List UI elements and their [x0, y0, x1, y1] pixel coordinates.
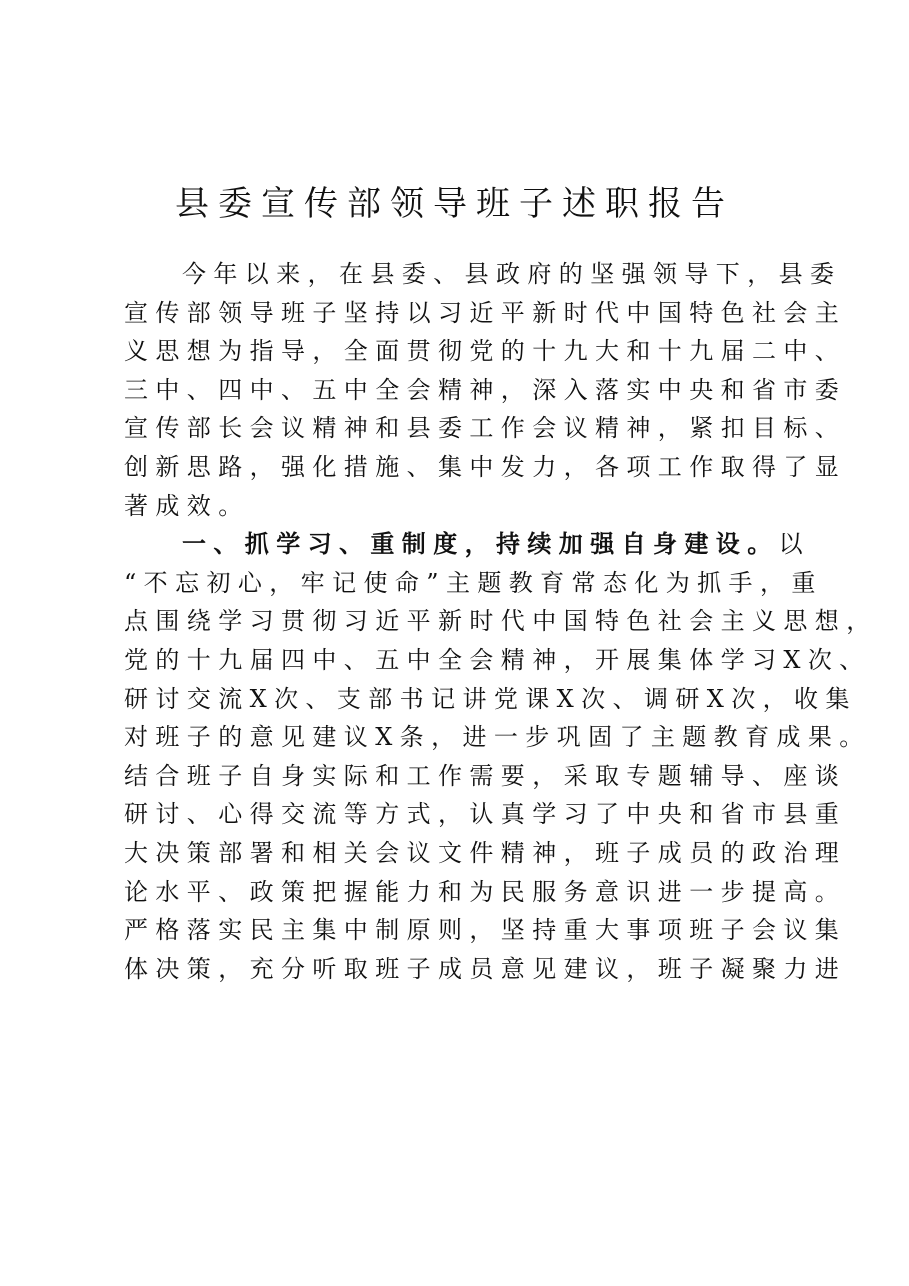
paragraph-1-line-5: 宣传部长会议精神和县委工作会议精神，紧扣目标、 — [124, 414, 847, 443]
paragraph-1-line-1: 今年以来，在县委、县政府的坚强领导下，县委 — [182, 260, 842, 288]
paragraph-2-line-3: 点围绕学习贯彻习近平新时代中国特色社会主义思想， — [124, 607, 878, 636]
paragraph-2-line-4: 党的十九届四中、五中全会精神，开展集体学习X次、 — [124, 645, 871, 674]
paragraph-1-line-3: 义思想为指导，全面贯彻党的十九大和十九届二中、 — [124, 337, 847, 366]
paragraph-1-line-6: 创新思路，强化措施、集中发力，各项工作取得了显 — [124, 452, 847, 481]
paragraph-2-first-line-rest: 以 — [778, 530, 811, 559]
paragraph-2-line-11: 严格落实民主集中制原则，坚持重大事项班子会议集 — [124, 916, 847, 945]
paragraph-2-line-9: 大决策部署和相关会议文件精神，班子成员的政治理 — [124, 838, 847, 867]
document-title: 县委宣传部领导班子述职报告 — [175, 184, 734, 224]
paragraph-2-line-7: 结合班子自身实际和工作需要，采取专题辅导、座谈 — [124, 761, 847, 790]
paragraph-2-line-2: “不忘初心，牢记使命”主题教育常态化为抓手，重 — [124, 568, 823, 597]
paragraph-1-line-4: 三中、四中、五中全会精神，深入落实中央和省市委 — [124, 375, 847, 404]
paragraph-1-line-7: 著成效。 — [124, 491, 250, 520]
paragraph-2-line-1 — [124, 525, 811, 564]
section-heading: 一、抓学习、重制度，持续加强自身建设。 — [182, 530, 779, 559]
paragraph-2-line-6: 对班子的意见建议X条，进一步巩固了主题教育成果。 — [124, 723, 871, 752]
document-body — [124, 255, 878, 988]
paragraph-2-line-5: 研讨交流X次、支部书记讲党课X次、调研X次，收集 — [124, 684, 857, 713]
paragraph-2-line-8: 研讨、心得交流等方式，认真学习了中央和省市县重 — [124, 800, 847, 829]
paragraph-2-line-12: 体决策，充分听取班子成员意见建议，班子凝聚力进 — [124, 954, 847, 983]
paragraph-2-line-10: 论水平、政策把握能力和为民服务意识进一步提高。 — [124, 877, 847, 906]
paragraph-1-line-2: 宣传部领导班子坚持以习近平新时代中国特色社会主 — [124, 298, 847, 327]
